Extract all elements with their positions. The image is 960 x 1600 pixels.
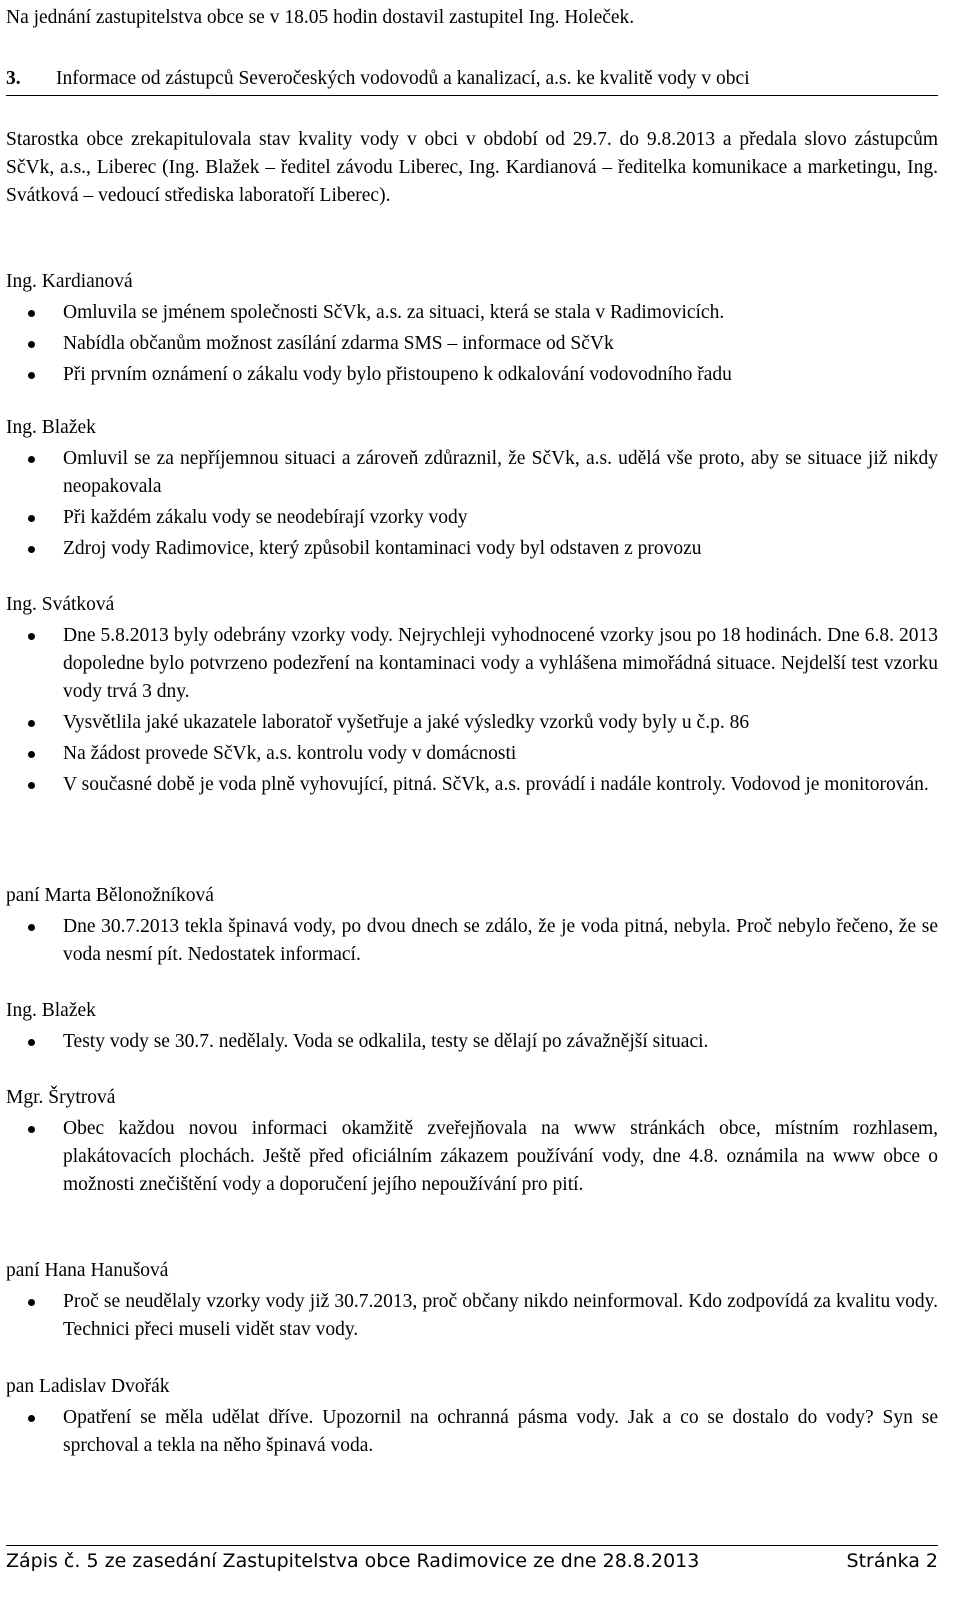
list-item: Nabídla občanům možnost zasílání zdarma SMS – informace od SčVk [6,330,938,358]
speaker-block-blazek [6,414,938,563]
speaker-points [6,1028,938,1056]
list-item: Zdroj vody Radimovice, který způsobil kontaminaci vody byl odstaven z provozu [6,535,938,563]
speaker-points [6,622,938,799]
list-item: Vysvětlila jaké ukazatele laboratoř vyšetřuje a jaké výsledky vzorků vody byly u č.p. 86 [6,709,938,737]
list-item: Omluvil se za nepříjemnou situaci a zároveň zdůraznil, že SčVk, a.s. udělá vše proto, aby se situace již nikdy neopakovala [6,445,938,501]
speaker-points [6,1404,938,1460]
speaker-points [6,913,938,969]
speaker-name: Ing. Blažek [6,1000,96,1021]
speaker-name: pan Ladislav Dvořák [6,1376,170,1397]
speaker-block-svatkova [6,591,938,799]
page-number: Stránka 2 [846,1550,938,1572]
list-item: Omluvila se jménem společnosti SčVk, a.s. za situaci, která se stala v Radimovicích. [6,299,938,327]
speaker-name: paní Hana Hanušová [6,1260,169,1281]
list-item: Dne 5.8.2013 byly odebrány vzorky vody. Nejrychleji vyhodnocené vzorky jsou po 18 hodinách. Dne 6.8. 2013 dopoledne bylo potvrzeno podezření na kontaminaci vody a vyhlášena mimořádná situace. Nejdelší test vzorku vody trvá 3 dny. [6,622,938,706]
speaker-block-dvorak [6,1373,938,1460]
speaker-name: Ing. Svátková [6,594,115,615]
list-item: Na žádost provede SčVk, a.s. kontrolu vody v domácnosti [6,740,938,768]
footer-title: Zápis č. 5 ze zasedání Zastupitelstva obce Radimovice ze dne 28.8.2013 [6,1550,700,1572]
list-item: Proč se neudělaly vzorky vody již 30.7.2013, proč občany nikdo neinformoval. Kdo zodpovídá za kvalitu vody. Technici přeci museli vidět stav vody. [6,1288,938,1344]
list-item: Dne 30.7.2013 tekla špinavá vody, po dvou dnech se zdálo, že je voda pitná, nebyla. Proč nebylo řečeno, že se voda nesmí pít. Nedostatek informací. [6,913,938,969]
list-item: Obec každou novou informaci okamžitě zveřejňovala na www stránkách obce, místním rozhlasem, plakátovacích plochách. Ještě před oficiálním zákazem používání vody, dne 4.8. oznámila na www obce o možnosti znečištění vody a doporučení jejího nepoužívání pro pití. [6,1115,938,1199]
speaker-points [6,299,938,389]
summary-paragraph: Starostka obce zrekapitulovala stav kvality vody v obci v období od 29.7. do 9.8.2013 a předala slovo zástupcům SčVk, a.s., Liberec (Ing. Blažek – ředitel závodu Liberec, Ing. Kardianová – ředitelka komunikace a marketingu, Ing. Svátková – vedoucí střediska laboratoří Liberec). [6,129,938,206]
speaker-name: Ing. Kardianová [6,271,133,292]
list-item: V současné době je voda plně vyhovující, pitná. SčVk, a.s. provádí i nadále kontroly. Vodovod je monitorován. [6,771,938,799]
page-footer [6,1545,938,1572]
section-number: 3. [6,68,21,89]
speaker-points [6,1115,938,1199]
speaker-points [6,445,938,563]
intro-paragraph: Na jednání zastupitelstva obce se v 18.05 hodin dostavil zastupitel Ing. Holeček. [6,7,635,28]
list-item: Testy vody se 30.7. nedělaly. Voda se odkalila, testy se dělají po závažnější situaci. [6,1028,938,1056]
section-heading [6,65,938,96]
speaker-name: paní Marta Bělonožníková [6,885,214,906]
speaker-block-hanusova [6,1257,938,1344]
speaker-points [6,1288,938,1344]
speaker-block-srytrova [6,1084,938,1199]
list-item: Opatření se měla udělat dříve. Upozornil na ochranná pásma vody. Jak a co se dostalo do vody? Syn se sprchoval a tekla na něho špinavá voda. [6,1404,938,1460]
speaker-name: Ing. Blažek [6,417,96,438]
speaker-name: Mgr. Šrytrová [6,1087,116,1108]
speaker-block-blazek-2 [6,997,938,1056]
speaker-block-belonoznikova [6,882,938,969]
speaker-block-kardianova [6,268,938,389]
section-title: Informace od zástupců Severočeských vodovodů a kanalizací, a.s. ke kvalitě vody v obci [56,68,750,89]
list-item: Při každém zákalu vody se neodebírají vzorky vody [6,504,938,532]
list-item: Při prvním oznámení o zákalu vody bylo přistoupeno k odkalování vodovodního řadu [6,361,938,389]
